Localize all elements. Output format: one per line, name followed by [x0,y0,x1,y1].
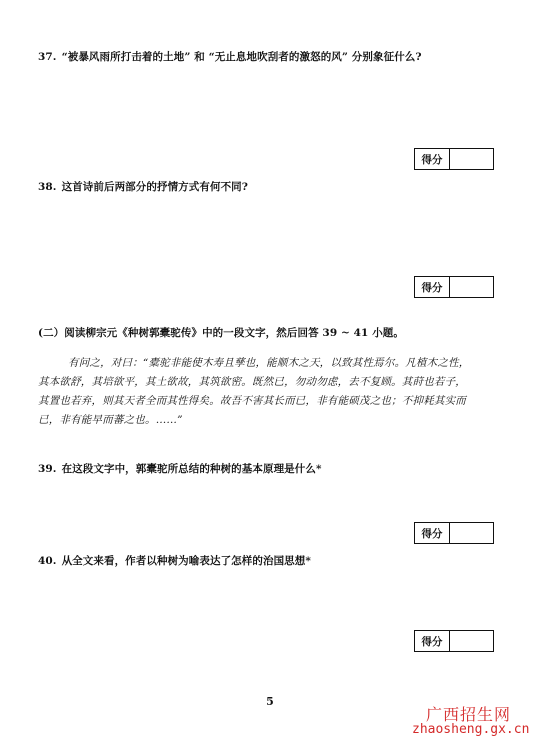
score-label: 得分 [415,523,450,543]
question-number: 38. [38,181,57,193]
passage-line: 其本欲舒，其培欲平，其土欲故，其筑欲密。既然已，勿动勿虑，去不复顾。其莳也若子， [38,376,466,388]
passage-line: 其置也若弃，则其天者全而其性得矣。故吾不害其长而已，非有能硕茂之也；不抑耗其实而 [38,395,466,407]
question-text: 从全文来看，作者以种树为喻表达了怎样的治国思想* [61,555,311,567]
score-box-38 [414,276,494,298]
question-text: “被暴风雨所打击着的土地” 和 “无止息地吹刮者的激怒的风” 分别象征什么? [61,51,422,63]
score-blank[interactable] [450,277,493,297]
question-text: 这首诗前后两部分的抒情方式有何不同? [61,181,249,193]
score-box-39 [414,522,494,544]
score-box-40 [414,630,494,652]
score-label: 得分 [415,277,450,297]
question-number: 40. [38,555,57,567]
passage [38,354,502,430]
score-blank[interactable] [450,631,493,651]
question-number: 37. [38,51,57,63]
question-39 [38,462,322,476]
question-38 [38,180,248,194]
question-number: 39. [38,463,57,475]
watermark-cn: 广西招生网 [426,705,512,724]
score-blank[interactable] [450,523,493,543]
question-40 [38,554,311,568]
score-label: 得分 [415,149,450,169]
passage-line: 已，非有能早而蕃之也。……” [38,414,183,426]
question-text: 在这段文字中，郭橐驼所总结的种树的基本原理是什么* [61,463,322,475]
question-37 [38,50,422,64]
score-label: 得分 [415,631,450,651]
score-box-37 [414,148,494,170]
page-number: 5 [266,695,274,708]
watermark-en: zhaosheng.gx.cn [412,722,530,737]
passage-line: 有问之，对曰：“橐驼非能使木寿且孳也，能顺木之天，以致其性焉尔。凡植木之性， [68,357,470,369]
score-blank[interactable] [450,149,493,169]
section-heading: (二）阅读柳宗元《种树郭橐驼传》中的一段文字，然后回答 39 ~ 41 小题。 [38,327,405,339]
